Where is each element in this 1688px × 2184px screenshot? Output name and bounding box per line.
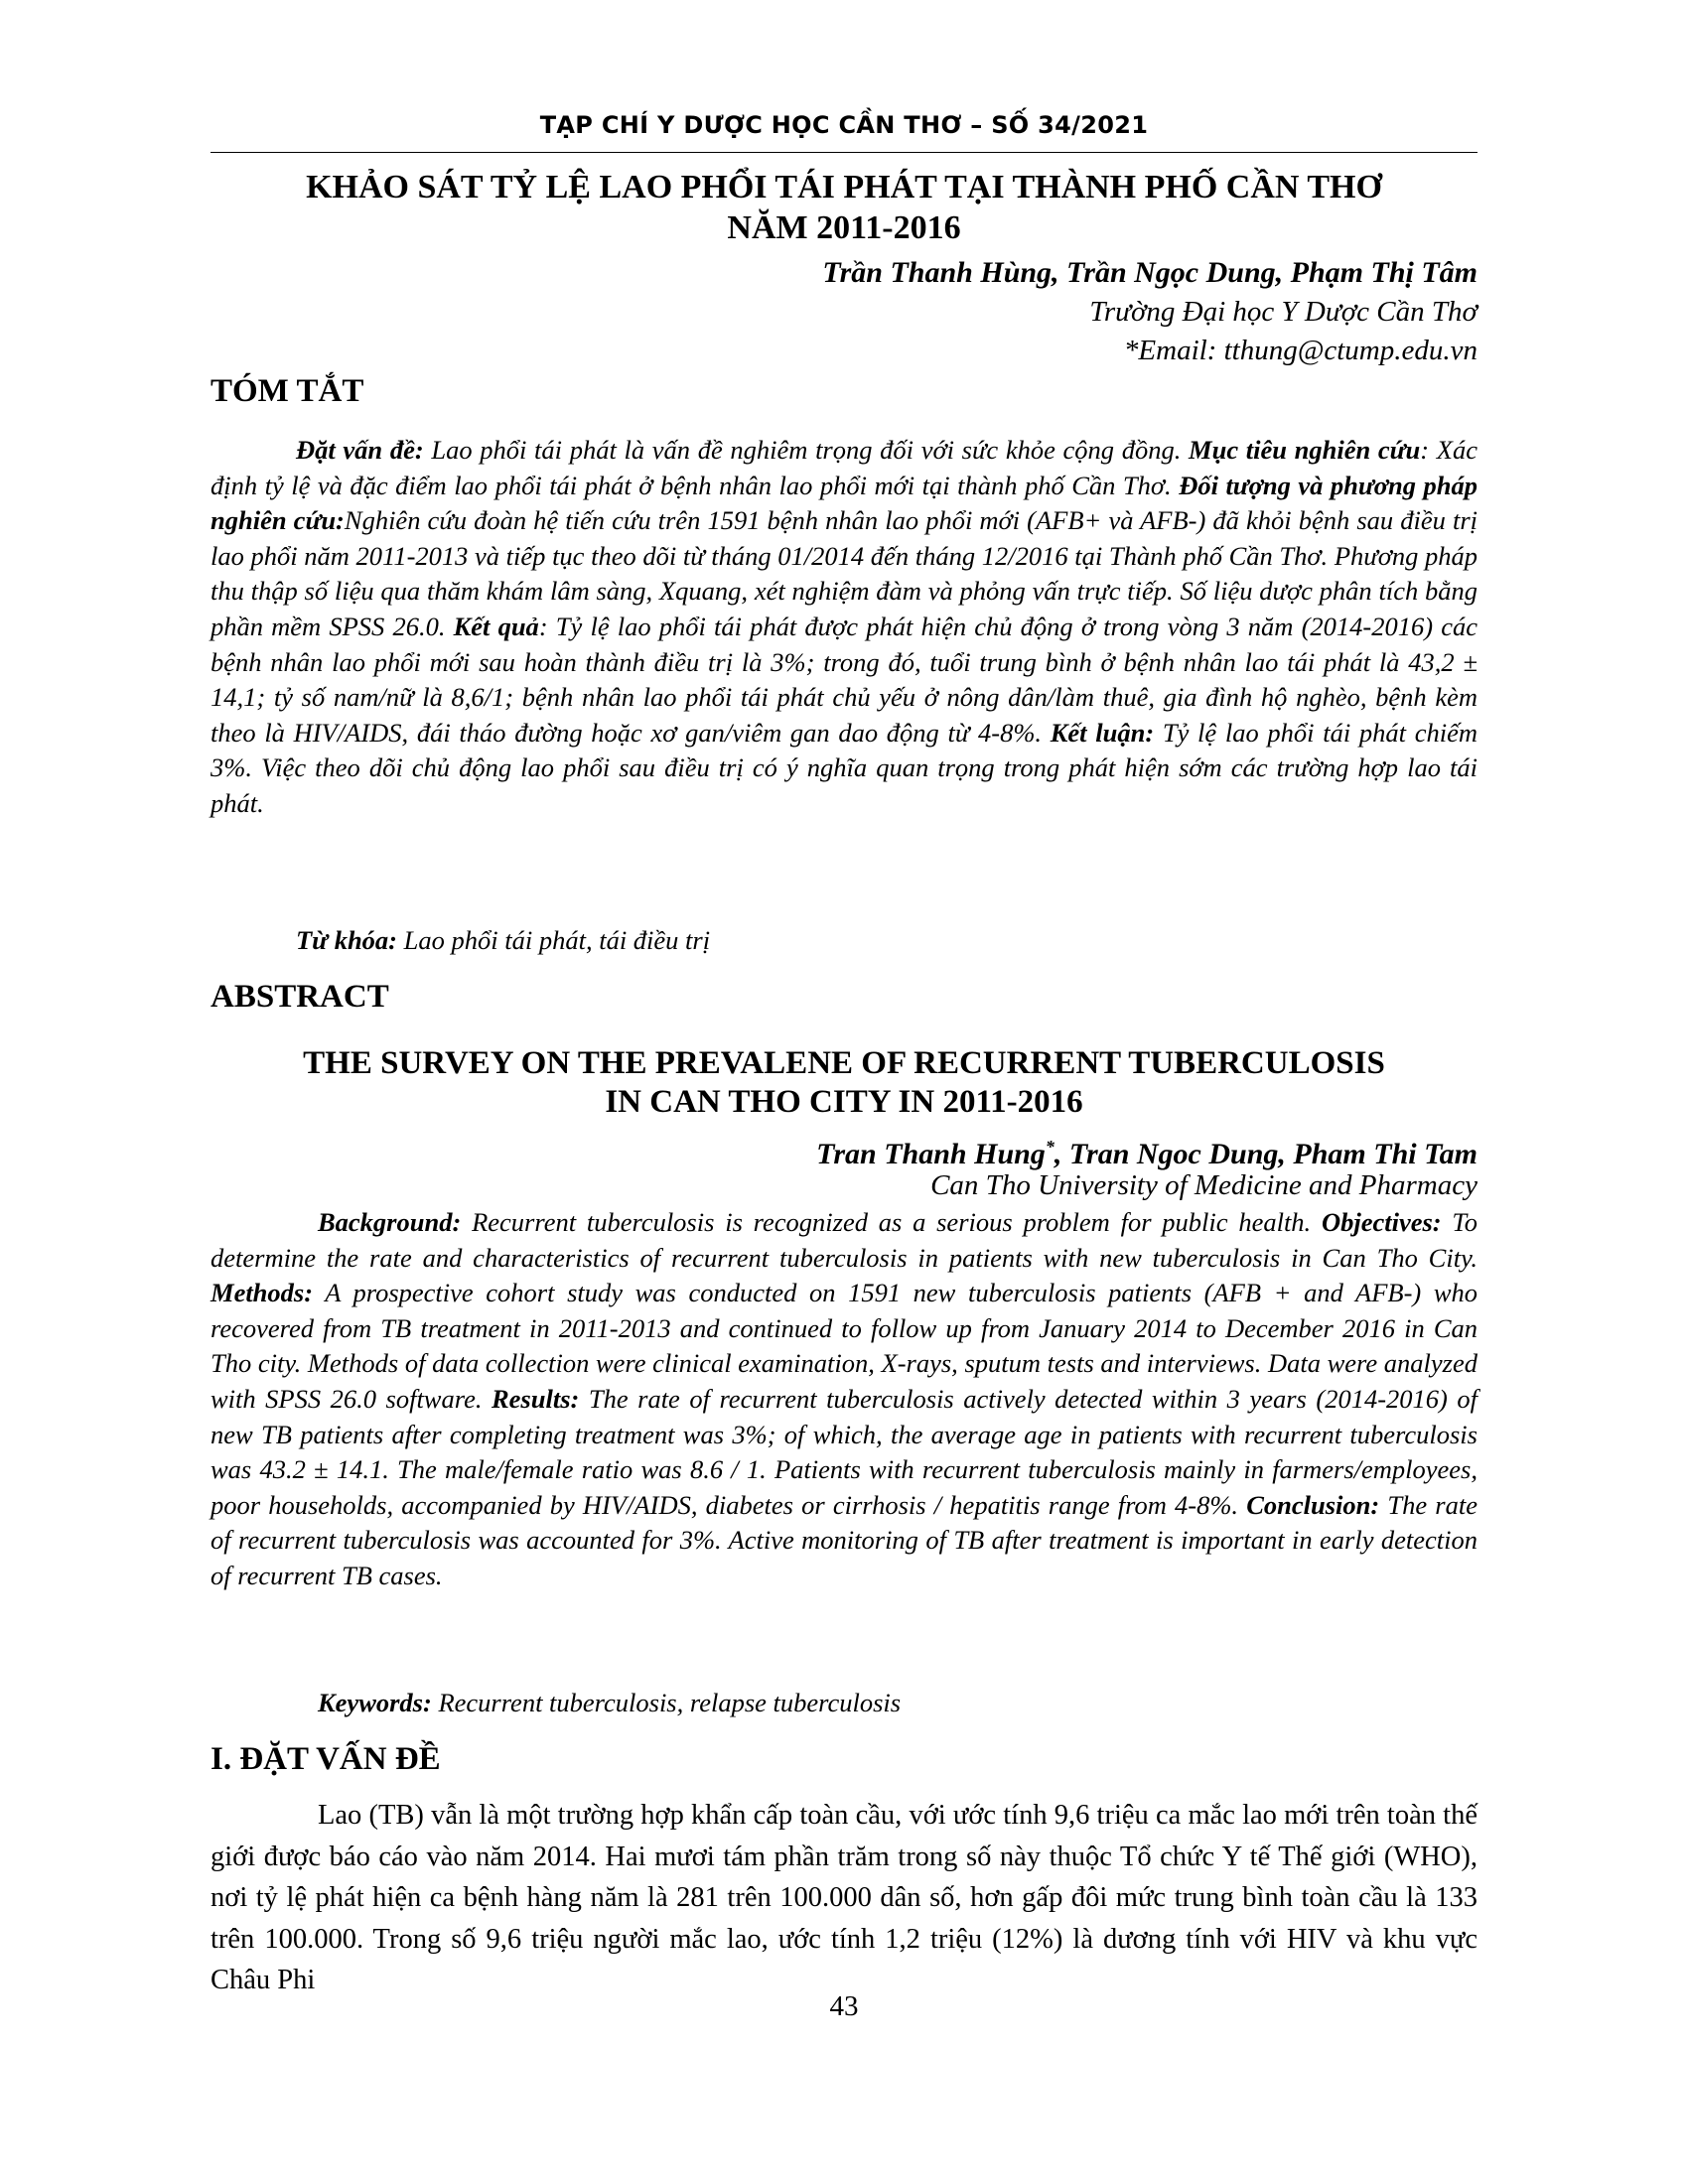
results-label-en: Results: <box>491 1383 580 1414</box>
page-number: 43 <box>829 1990 859 2022</box>
conclusion-label-vn: Kết luận: <box>1050 717 1155 748</box>
methods-label-en: Methods: <box>211 1278 314 1308</box>
section-1-heading: I. ĐẶT VẤN ĐỀ <box>211 1741 441 1777</box>
summary-heading: TÓM TẮT <box>211 373 364 409</box>
title-english <box>211 1044 1477 1122</box>
title-vietnamese <box>211 167 1477 248</box>
section-1-paragraph: Lao (TB) vẫn là một trường hợp khẩn cấp toàn cầu, với ước tính 9,6 triệu ca mắc lao mới trên toàn thế giới được báo cáo vào năm 2014. Hai mươi tám phần trăm trong số này thuộc Tổ chức Y tế Thế giới (WHO), nơi tỷ lệ phát hiện ca bệnh hàng năm là 281 trên 100.000 dân số, hơn gấp đôi mức trung bình toàn cầu là 133 trên 100.000. Trong số 9,6 triệu người mắc lao, ước tính 1,2 triệu (12%) là dương tính với HIV và khu vực Châu Phi <box>211 1800 1477 1995</box>
title-vn-line2: NĂM 2011-2016 <box>727 209 961 246</box>
header-rule <box>211 152 1477 153</box>
keywords-text-en: Recurrent tuberculosis, relapse tuberculosis <box>431 1688 902 1717</box>
conclusion-text-en: The rate of recurrent tuberculosis was accounted for 3%. Active monitoring of TB after treatment is important in early detection of recurrent TB cases. <box>211 1489 1477 1590</box>
title-en-line1: THE SURVEY ON THE PREVALENE OF RECURRENT TUBERCULOSIS <box>303 1045 1385 1081</box>
keywords-label-vn: Từ khóa: <box>296 925 398 955</box>
conclusion-text-vn: Tỷ lệ lao phổi tái phát chiếm 3%. Việc theo dõi chủ động lao phổi sau điều trị có ý nghĩa quan trọng trong phát hiện sớm các trường hợp lao tái phát. <box>211 717 1477 818</box>
results-label-vn: Kết quả <box>453 611 539 641</box>
corresponding-email: *Email: tthung@ctump.edu.vn <box>1123 335 1477 366</box>
methods-label-vn: Đối tượng và phương pháp nghiên cứu: <box>211 470 1477 536</box>
summary-paragraph <box>211 433 1477 822</box>
authors-en-rest: , Tran Ngoc Dung, Pham Thi Tam <box>1054 1138 1477 1170</box>
corresponding-marker: * <box>1045 1137 1055 1157</box>
bg-label-vn: Đặt vấn đề: <box>296 435 424 465</box>
obj-text-en: To determine the rate and characteristics of recurrent tuberculosis in patients with new tuberculosis in Can Tho City. <box>211 1207 1477 1273</box>
abstract-heading: ABSTRACT <box>211 979 389 1015</box>
authors-vn: Trần Thanh Hùng, Trần Ngọc Dung, Phạm Thị Tâm <box>822 256 1477 289</box>
methods-text-en: A prospective cohort study was conducted on 1591 new tuberculosis patients (AFB + and AFB-) who recovered from TB treatment in 2011-2013 and continued to follow up from January 2014 to December 2016 in Can Tho city. Methods of data collection were clinical examination, X-rays, sputum tests and interviews. Data were analyzed with SPSS 26.0 software. <box>211 1278 1477 1414</box>
obj-label-en: Objectives: <box>1321 1207 1442 1237</box>
bg-text-vn: Lao phổi tái phát là vấn đề nghiêm trọng đối với sức khỏe cộng đồng. <box>423 435 1190 465</box>
journal-header: TẠP CHÍ Y DƯỢC HỌC CẦN THƠ – SỐ 34/2021 <box>539 111 1149 139</box>
affiliation-vn: Trường Đại học Y Dược Cần Thơ <box>1089 296 1477 328</box>
affiliation-en: Can Tho University of Medicine and Pharmacy <box>930 1169 1477 1201</box>
bg-text-en: Recurrent tuberculosis is recognized as a serious problem for public health. <box>461 1207 1322 1237</box>
title-en-line2: IN CAN THO CITY IN 2011-2016 <box>605 1084 1083 1120</box>
obj-text-vn: : Xác định tỷ lệ và đặc điểm lao phổi tái phát ở bệnh nhân lao phổi mới tại thành phố Cần Thơ. <box>211 435 1477 500</box>
keywords-text-vn: Lao phổi tái phát, tái điều trị <box>397 925 711 955</box>
keywords-label-en: Keywords: <box>318 1688 432 1717</box>
abstract-paragraph <box>211 1205 1477 1594</box>
results-text-vn: : Tỷ lệ lao phổi tái phát được phát hiện chủ động ở trong vòng 3 năm (2014-2016) các bệnh nhân lao phổi mới sau hoàn thành điều trị là 3%; trong đó, tuổi trung bình ở bệnh nhân lao tái phát là 43,2 ± 14,1; tỷ số nam/nữ là 8,6/1; bệnh nhân lao phổi tái phát chủ yếu ở nông dân/làm thuê, gia đình hộ nghèo, bệnh kèm theo là HIV/AIDS, đái tháo đường hoặc xơ gan/viêm gan dao động từ 4-8%. <box>211 611 1477 748</box>
results-text-en: The rate of recurrent tuberculosis actively detected within 3 years (2014-2016) of new TB patients after completing treatment was 3%; of which, the average age in patients with recurrent tuberculosis was 43.2 ± 14.1. The male/female ratio was 8.6 / 1. Patients with recurrent tuberculosis mainly in farmers/employees, poor households, accompanied by HIV/AIDS, diabetes or cirrhosis / hepatitis range from 4-8%. <box>211 1383 1477 1520</box>
bg-label-en: Background: <box>318 1207 462 1237</box>
conclusion-label-en: Conclusion: <box>1246 1489 1380 1520</box>
title-vn-line1: KHẢO SÁT TỶ LỆ LAO PHỔI TÁI PHÁT TẠI THÀNH PHỐ CẦN THƠ <box>306 169 1382 205</box>
obj-label-vn: Mục tiêu nghiên cứu <box>1189 435 1421 465</box>
keywords-vn <box>296 925 710 956</box>
authors-en-first: Tran Thanh Hung <box>816 1138 1046 1170</box>
keywords-en <box>318 1688 901 1718</box>
methods-text-vn: Nghiên cứu đoàn hệ tiến cứu trên 1591 bệnh nhân lao phổi mới (AFB+ và AFB-) đã khỏi bệnh sau điều trị lao phổi năm 2011-2013 và tiếp tục theo dõi từ tháng 01/2014 đến tháng 12/2016 tại Thành phố Cần Thơ. Phương pháp thu thập số liệu qua thăm khám lâm sàng, Xquang, xét nghiệm đàm và phỏng vấn trực tiếp. Số liệu dược phân tích bằng phần mềm SPSS 26.0. <box>211 505 1478 641</box>
